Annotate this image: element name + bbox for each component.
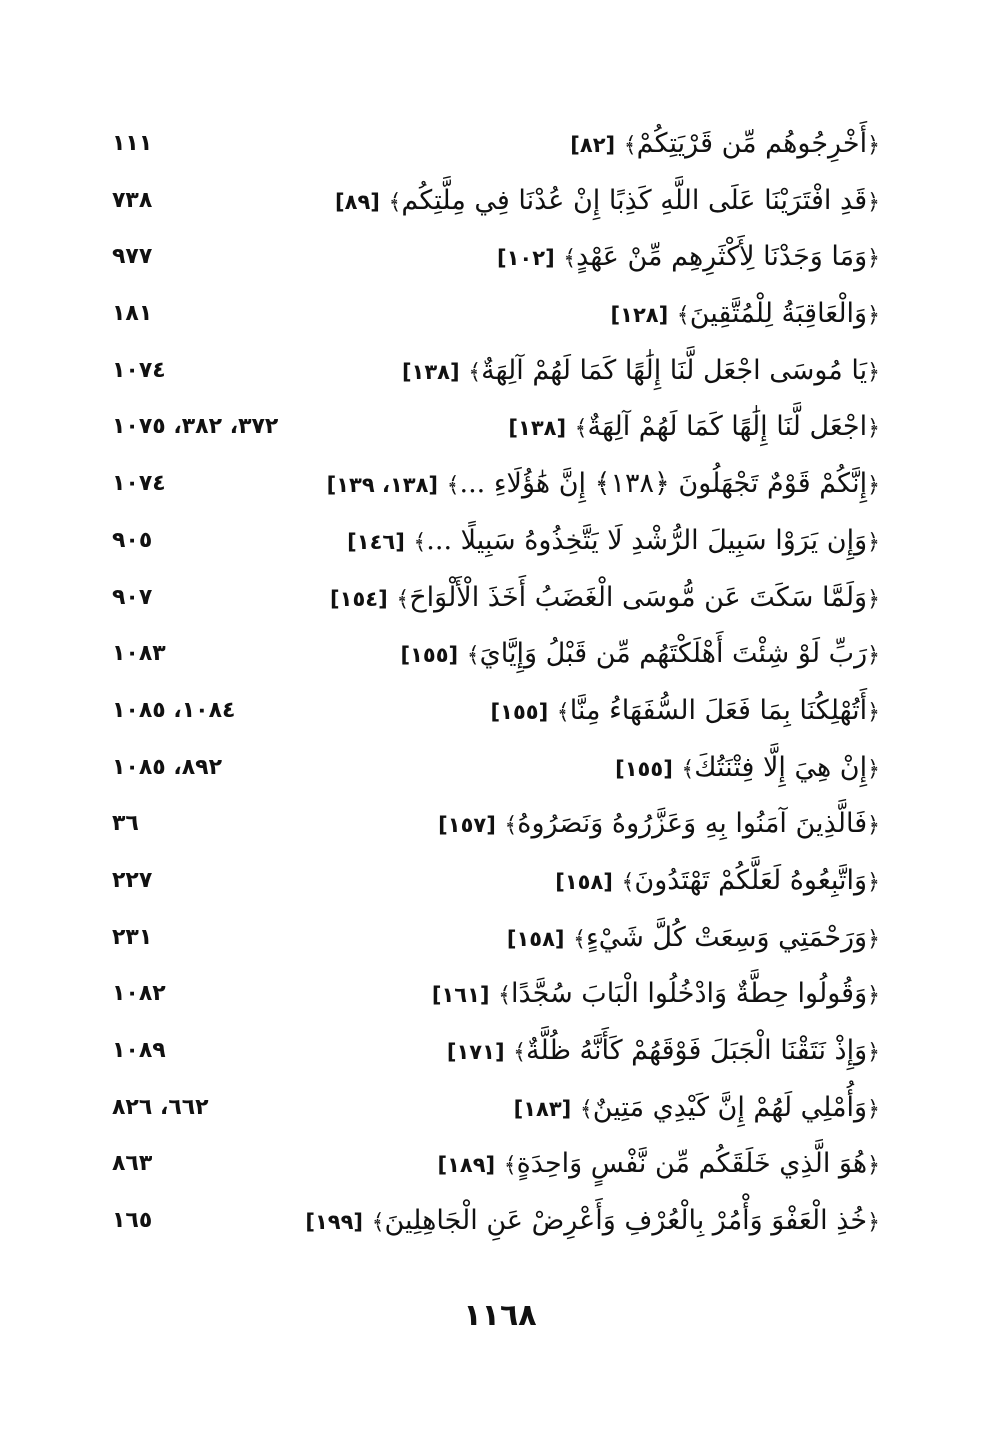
index-row <box>100 1197 880 1254</box>
verse-text: وَقُولُوا حِطَّةٌ وَادْخُلُوا الْبَابَ سُجَّدًا <box>511 978 868 1010</box>
page-references: ٢٢٧ <box>112 867 153 893</box>
page-references: ٦٦٢، ٨٢٦ <box>112 1094 209 1120</box>
verse-text: يَا مُوسَى اجْعَل لَّنَا إِلَٰهًا كَمَا لَهُمْ آلِهَةٌ <box>481 354 868 386</box>
quran-bracket-close: ﴾ <box>623 133 637 158</box>
quran-bracket-close: ﴾ <box>574 416 588 442</box>
index-row <box>100 1084 880 1141</box>
verse-citation <box>320 407 880 449</box>
page-references: ٩٠٧ <box>112 584 153 610</box>
ayah-number: [١٣٨] <box>401 359 460 384</box>
verse-citation <box>320 861 880 903</box>
verse-citation <box>320 294 880 336</box>
index-row <box>100 177 880 234</box>
page-references: ١٠٨٢ <box>112 981 166 1007</box>
verse-citation <box>320 1031 880 1073</box>
verse-text: وَاتَّبِعُوهُ لَعَلَّكُمْ تَهْتَدُونَ <box>634 864 868 896</box>
ayah-number: [١٧١] <box>446 1040 505 1064</box>
quran-bracket-open: ﴿ <box>867 133 880 158</box>
quran-bracket-open: ﴿ <box>867 1096 880 1122</box>
index-row <box>100 574 880 631</box>
index-row <box>100 517 880 574</box>
quran-bracket-close: ﴾ <box>579 1096 593 1122</box>
ayah-number: [١٥٧] <box>438 813 496 838</box>
quran-bracket-open: ﴿ <box>867 756 880 782</box>
page-references: ٩٠٥ <box>112 527 153 553</box>
index-row <box>100 970 880 1027</box>
verse-text: خُذِ الْعَفْوَ وَأْمُرْ بِالْعُرْفِ وَأَعْرِضْ عَنِ الْجَاهِلِينَ <box>384 1205 868 1237</box>
verse-text: وَالْعَاقِبَةُ لِلْمُتَّقِينَ <box>689 298 868 330</box>
verse-text: إِنَّكُمْ قَوْمٌ تَجْهَلُونَ ﴿١٣٨﴾ إِنَّ هَٰؤُلَاءِ ... <box>459 468 868 500</box>
verse-text: وَمَا وَجَدْنَا لِأَكْثَرِهِم مِّنْ عَهْدٍ <box>576 241 868 273</box>
index-row <box>100 800 880 857</box>
index-row <box>100 1140 880 1197</box>
page-references: ١٨١ <box>112 301 153 327</box>
verse-citation <box>305 1201 880 1243</box>
ayah-number: [١٣٨] <box>508 416 567 441</box>
ayah-number: [١٦١] <box>431 983 490 1008</box>
quran-bracket-close: ﴾ <box>621 869 635 895</box>
quran-bracket-open: ﴿ <box>867 529 880 555</box>
ayah-number: [١٥٨] <box>555 869 613 894</box>
quran-bracket-close: ﴾ <box>446 473 460 499</box>
index-row <box>100 347 880 404</box>
ayah-number: [٨٢] <box>570 133 616 157</box>
quran-bracket-close: ﴾ <box>504 813 518 839</box>
quran-bracket-open: ﴿ <box>867 416 880 442</box>
verse-text: فَالَّذِينَ آمَنُوا بِهِ وَعَزَّرُوهُ وَنَصَرُوهُ <box>517 808 868 840</box>
quran-bracket-open: ﴿ <box>867 586 880 612</box>
quran-bracket-close: ﴾ <box>413 529 427 555</box>
ayah-number: [١٥٤] <box>330 586 388 611</box>
verse-text: أَتُهْلِكُنَا بِمَا فَعَلَ السُّفَهَاءُ مِنَّا <box>569 694 868 726</box>
quran-bracket-open: ﴿ <box>867 473 880 499</box>
page-number: ١١٦٨ <box>463 1298 537 1333</box>
verse-citation <box>320 918 880 960</box>
verse-citation <box>320 464 880 506</box>
ayah-number: [١٥٥] <box>490 699 549 724</box>
verse-citation <box>320 181 880 223</box>
index-row <box>100 403 880 460</box>
verse-text: وَإِن يَرَوْا سَبِيلَ الرُّشْدِ لَا يَتَّخِذُوهُ سَبِيلًا ... <box>426 524 868 556</box>
index-row <box>100 233 880 290</box>
quran-bracket-open: ﴿ <box>867 643 880 669</box>
ayah-number: [١٤٦] <box>347 529 405 554</box>
page-references: ١٠٧٤ <box>112 357 166 383</box>
quran-bracket-close: ﴾ <box>573 926 586 952</box>
index-row <box>100 460 880 517</box>
verse-citation <box>320 804 880 846</box>
page-references: ٩٧٧ <box>112 244 153 270</box>
quran-bracket-open: ﴿ <box>867 869 880 895</box>
page-references: ٨٦٣ <box>112 1151 153 1177</box>
quran-bracket-close: ﴾ <box>503 1153 517 1179</box>
ayah-number: [١٩٩] <box>305 1210 363 1235</box>
quran-bracket-open: ﴿ <box>867 246 880 272</box>
verse-citation <box>320 1144 880 1186</box>
quran-bracket-close: ﴾ <box>681 756 695 782</box>
quran-bracket-close: ﴾ <box>498 983 511 1009</box>
verse-citation <box>320 521 880 563</box>
ayah-number: [١٠٢] <box>497 246 555 271</box>
verse-text: قَدِ افْتَرَيْنَا عَلَى اللَّهِ كَذِبًا إِنْ عُدْنَا فِي مِلَّتِكُم <box>401 184 868 216</box>
ayah-number: [١٢٨] <box>610 303 669 328</box>
ayah-number: [١٥٥] <box>615 756 673 781</box>
ayah-number: [١٥٨] <box>506 926 565 951</box>
quran-bracket-open: ﴿ <box>867 189 880 215</box>
index-row <box>100 857 880 914</box>
verse-text: إِنْ هِيَ إِلَّا فِتْنَتُكَ <box>694 751 868 783</box>
verse-text: رَبِّ لَوْ شِئْتَ أَهْلَكْتَهُم مِّن قَبْلُ وَإِيَّايَ <box>479 638 868 670</box>
index-row <box>100 120 880 177</box>
quran-bracket-close: ﴾ <box>676 303 690 329</box>
verse-text: وَأُمْلِي لَهُمْ إِنَّ كَيْدِي مَتِينٌ <box>592 1091 868 1123</box>
index-row <box>100 630 880 687</box>
quran-bracket-open: ﴿ <box>867 813 880 839</box>
page-references: ٢٣١ <box>112 924 153 950</box>
page-references: ١٠٨٤، ١٠٨٥ <box>112 697 236 723</box>
verse-citation <box>320 124 880 166</box>
quran-bracket-open: ﴿ <box>867 1210 880 1236</box>
ayah-number: [١٥٥] <box>400 643 459 668</box>
page-references: ٣٦ <box>112 811 139 837</box>
page-references: ٨٩٢، ١٠٨٥ <box>112 754 223 780</box>
quran-bracket-open: ﴿ <box>867 1040 880 1065</box>
verse-citation <box>320 1088 880 1130</box>
quran-bracket-close: ﴾ <box>388 189 402 215</box>
ayah-number: [١٨٩] <box>437 1153 496 1178</box>
verse-citation <box>320 634 880 676</box>
verse-citation <box>320 748 880 790</box>
verse-text: وَرَحْمَتِي وَسِعَتْ كُلَّ شَيْءٍ <box>586 921 868 953</box>
page-references: ٣٧٢، ٣٨٢، ١٠٧٥ <box>112 414 279 440</box>
page-references: ١٦٥ <box>112 1208 153 1234</box>
page-references: ١٠٧٤ <box>112 471 166 497</box>
ayah-number: [١٣٨، ١٣٩] <box>326 473 439 498</box>
quran-bracket-close: ﴾ <box>563 246 577 272</box>
verse-text: وَإِذْ نَتَقْنَا الْجَبَلَ فَوْقَهُمْ كَأَنَّهُ ظُلَّةٌ <box>526 1035 868 1066</box>
quran-bracket-open: ﴿ <box>867 699 880 725</box>
verse-citation <box>320 974 880 1016</box>
index-row <box>100 744 880 801</box>
verse-citation <box>320 691 880 733</box>
quran-bracket-close: ﴾ <box>396 586 410 612</box>
quran-bracket-close: ﴾ <box>371 1210 385 1236</box>
index-row <box>100 1027 880 1084</box>
verse-text: هُوَ الَّذِي خَلَقَكُم مِّن نَّفْسٍ وَاحِدَةٍ <box>516 1148 868 1180</box>
page-references: ٧٣٨ <box>112 187 153 213</box>
index-row <box>100 290 880 347</box>
quran-bracket-open: ﴿ <box>867 926 880 952</box>
verse-text: وَلَمَّا سَكَتَ عَن مُّوسَى الْغَضَبُ أَخَذَ الْأَلْوَاحَ <box>409 581 868 613</box>
page-references: ١٠٨٩ <box>112 1038 166 1063</box>
page-references: ١١١ <box>112 131 153 156</box>
quran-bracket-close: ﴾ <box>556 699 570 725</box>
index-row <box>100 914 880 971</box>
quran-bracket-close: ﴾ <box>468 359 482 385</box>
verse-index-list <box>100 120 880 1254</box>
verse-citation <box>320 578 880 620</box>
verse-text: اجْعَل لَّنَا إِلَٰهًا كَمَا لَهُمْ آلِهَةٌ <box>587 411 868 443</box>
verse-text: أَخْرِجُوهُم مِّن قَرْيَتِكُمْ <box>636 128 868 159</box>
quran-bracket-open: ﴿ <box>867 359 880 385</box>
page-references: ١٠٨٣ <box>112 641 166 667</box>
index-row <box>100 687 880 744</box>
quran-bracket-close: ﴾ <box>466 643 480 669</box>
verse-citation <box>320 351 880 393</box>
ayah-number: [١٨٣] <box>513 1096 572 1121</box>
quran-bracket-open: ﴿ <box>867 303 880 329</box>
ayah-number: [٨٩] <box>335 189 380 214</box>
quran-bracket-open: ﴿ <box>867 1153 880 1179</box>
quran-bracket-close: ﴾ <box>513 1040 527 1065</box>
verse-citation <box>320 237 880 279</box>
quran-bracket-open: ﴿ <box>867 983 880 1009</box>
